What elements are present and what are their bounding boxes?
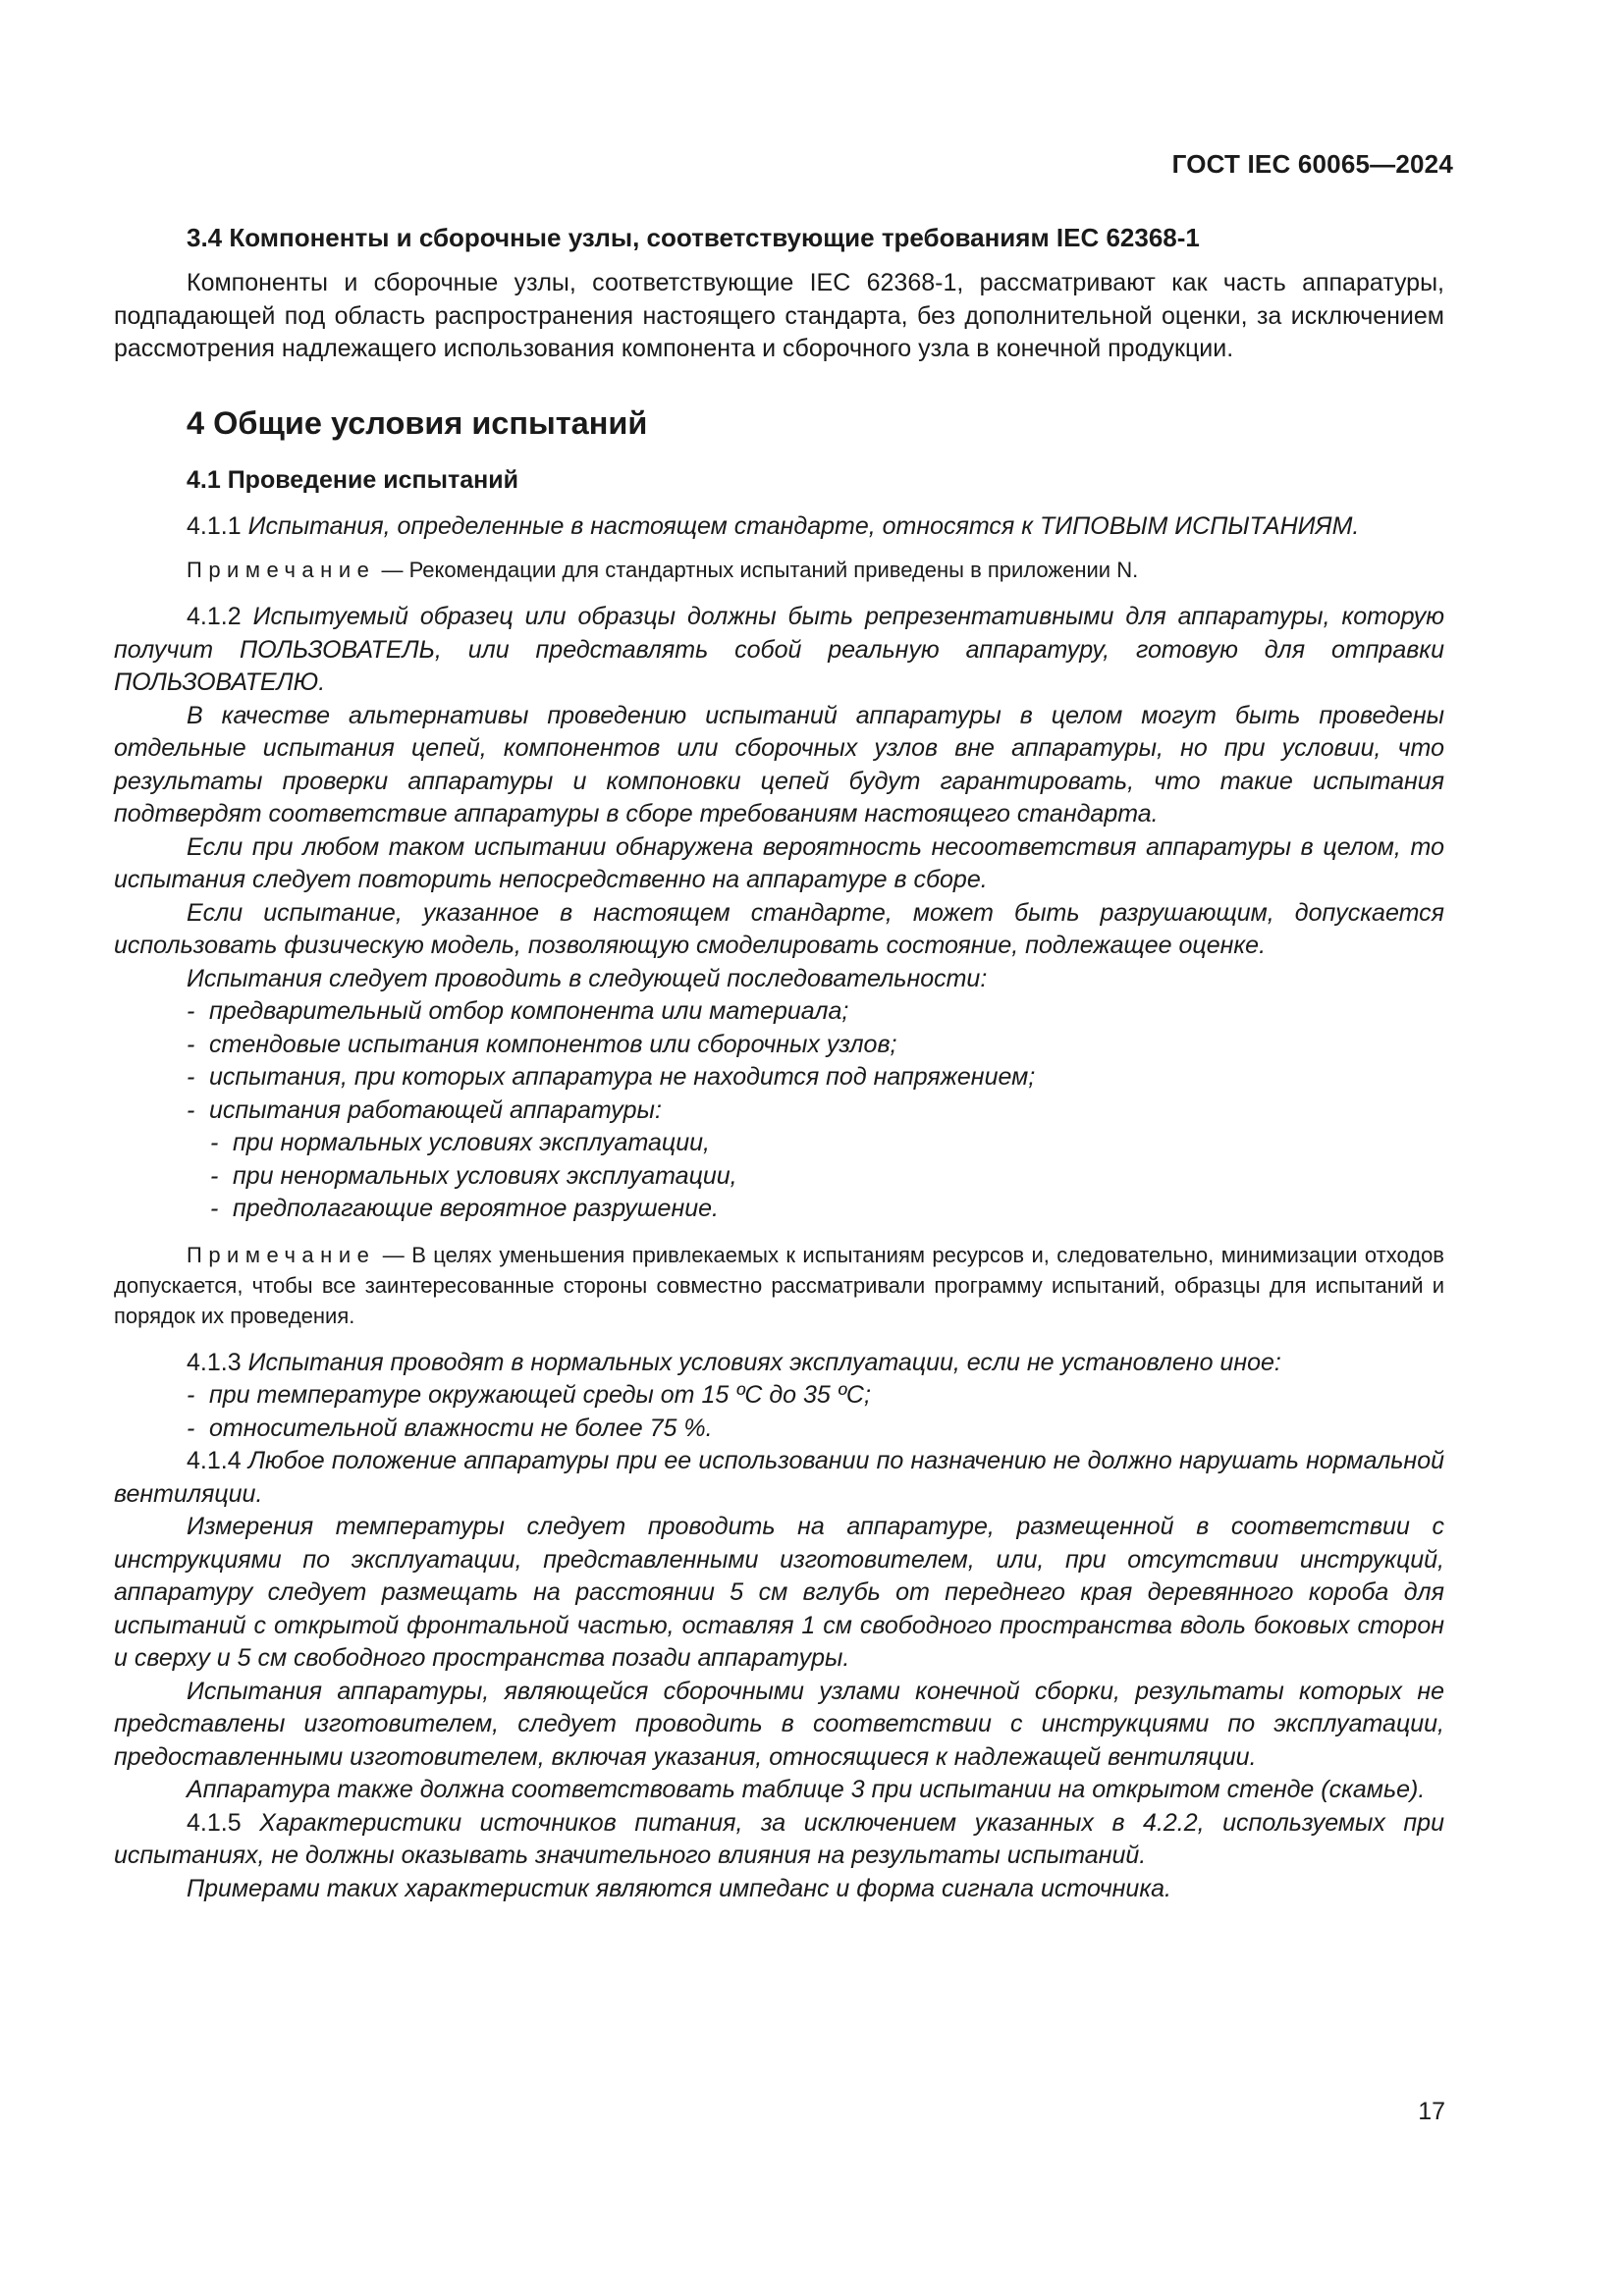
clause-4-1-4-table: Аппаратура также должна соответствовать таблице 3 при испытании на открытом стенде (скамье).	[187, 1776, 1426, 1803]
clause-4-1-2-alternative: В качестве альтернативы проведению испытаний аппаратуры в целом могут быть проведены отдельные испытания цепей, компонентов или сборочных узлов вне аппаратуры, но при условии, что результаты проверки аппаратуры и компоновки цепей будут гарантировать, что такие испытания подтвердят соответствие аппаратуры в сборе требованиям настоящего стандарта.	[114, 701, 1444, 828]
clause-number: 4.1.5	[187, 1808, 242, 1837]
list-item: - испытания, при которых аппаратура не находится под напряжением;	[187, 1063, 1036, 1091]
note-2	[114, 1240, 1444, 1331]
note-text: — Рекомендации для стандартных испытаний приведены в приложении N.	[381, 558, 1139, 582]
note-text: — В целях уменьшения привлекаемых к испытаниям ресурсов и, следовательно, минимизации отходов допускается, чтобы все заинтересованные стороны совместно рассматривали программу испытаний, образцы для испытаний и порядок их проведения.	[114, 1242, 1444, 1328]
clause-4-1-2-repeat: Если при любом таком испытании обнаружена вероятность несоответствия аппаратуры в целом, то испытания следует повторить непосредственно на аппаратуре в сборе.	[114, 832, 1444, 893]
clause-number: 4.1.3	[187, 1348, 242, 1376]
clause-text: Испытания проводят в нормальных условиях эксплуатации, если не установлено иное:	[247, 1348, 1281, 1376]
clause-4-1-4-temperature: Измерения температуры следует проводить на аппаратуре, размещенной в соответствии с инструкциями по эксплуатации, представленными изготовителем, или, при отсутствии инструкций, аппаратуру следует размещать на расстоянии 5 см вглубь от переднего края деревянного короба для испытаний с открытой фронтальной частью, оставляя 1 см свободного пространства вдоль боковых сторон и сверху и 5 см свободного пространства позади аппаратуры.	[114, 1513, 1444, 1672]
list-item: - при нормальных условиях эксплуатации,	[210, 1129, 710, 1156]
list-item: - при температуре окружающей среды от 15 ºС до 35 ºС;	[187, 1381, 871, 1409]
list-item: - испытания работающей аппаратуры:	[187, 1095, 662, 1124]
list-item: - при ненормальных условиях эксплуатации,	[210, 1161, 737, 1190]
page-number: 17	[1418, 2098, 1445, 2125]
note-label: Примечание	[187, 558, 376, 582]
clause-text: Испытания, определенные в настоящем стандарте, относятся к ТИПОВЫМ ИСПЫТАНИЯМ.	[247, 511, 1360, 540]
page-content	[114, 221, 1444, 1905]
clause-4-1-3	[114, 1347, 1444, 1380]
clause-4-1-5	[114, 1807, 1444, 1873]
clause-number: 4.1.4	[187, 1447, 242, 1474]
list-item: - предварительный отбор компонента или материала;	[187, 997, 849, 1025]
note-1	[114, 555, 1444, 585]
section-3-4-text: Компоненты и сборочные узлы, соответствующие IEC 62368-1, рассматривают как часть аппаратуры, подпадающей под область распространения настоящего стандарта, без дополнительной оценки, за исключением рассмотрения надлежащего использования компонента и сборочного узла в конечной продукции.	[114, 269, 1444, 362]
clause-number: 4.1.1	[187, 511, 242, 540]
section-3-4-title: 3.4 Компоненты и сборочные узлы, соответствующие требованиям IEC 62368-1	[187, 223, 1200, 252]
normal-conditions-list	[114, 1379, 1444, 1445]
section-4-1-title: 4.1 Проведение испытаний	[187, 465, 518, 494]
test-sequence-list	[114, 995, 1444, 1226]
document-header: ГОСТ IEC 60065—2024	[1171, 149, 1453, 179]
clause-4-1-4-assembly: Испытания аппаратуры, являющейся сборочными узлами конечной сборки, результаты которых не представлены изготовителем, следует проводить в соответствии с инструкциями по эксплуатации, предоставленными изготовителем, включая указания, относящиеся к надлежащей вентиляции.	[114, 1677, 1444, 1771]
clause-text: Испытуемый образец или образцы должны быть репрезентативными для аппаратуры, которую получит ПОЛЬЗОВАТЕЛЬ, или представлять собой реальную аппаратуру, готовую для отправки ПОЛЬЗОВАТЕЛЮ.	[114, 603, 1444, 696]
clause-4-1-1	[114, 510, 1444, 544]
clause-4-1-2	[114, 601, 1444, 700]
section-4-title: 4 Общие условия испытаний	[187, 404, 648, 441]
clause-4-1-2-destructive: Если испытание, указанное в настоящем стандарте, может быть разрушающим, допускается использовать физическую модель, позволяющую смоделировать состояние, подлежащее оценке.	[114, 898, 1444, 959]
list-item: - предполагающие вероятное разрушение.	[210, 1195, 719, 1222]
clause-text: Характеристики источников питания, за исключением указанных в 4.2.2, используемых при испытаниях, не должны оказывать значительного влияния на результаты испытаний.	[114, 1808, 1444, 1869]
clause-4-1-5-examples: Примерами таких характеристик являются импеданс и форма сигнала источника.	[187, 1874, 1171, 1902]
list-item: - стендовые испытания компонентов или сборочных узлов;	[187, 1030, 897, 1058]
sequence-intro: Испытания следует проводить в следующей последовательности:	[187, 964, 988, 992]
list-item: - относительной влажности не более 75 %.	[187, 1414, 713, 1442]
clause-text: Любое положение аппаратуры при ее использовании по назначению не должно нарушать нормальной вентиляции.	[114, 1447, 1444, 1508]
clause-number: 4.1.2	[187, 603, 242, 630]
note-label: Примечание	[187, 1242, 376, 1267]
clause-4-1-4	[114, 1445, 1444, 1511]
